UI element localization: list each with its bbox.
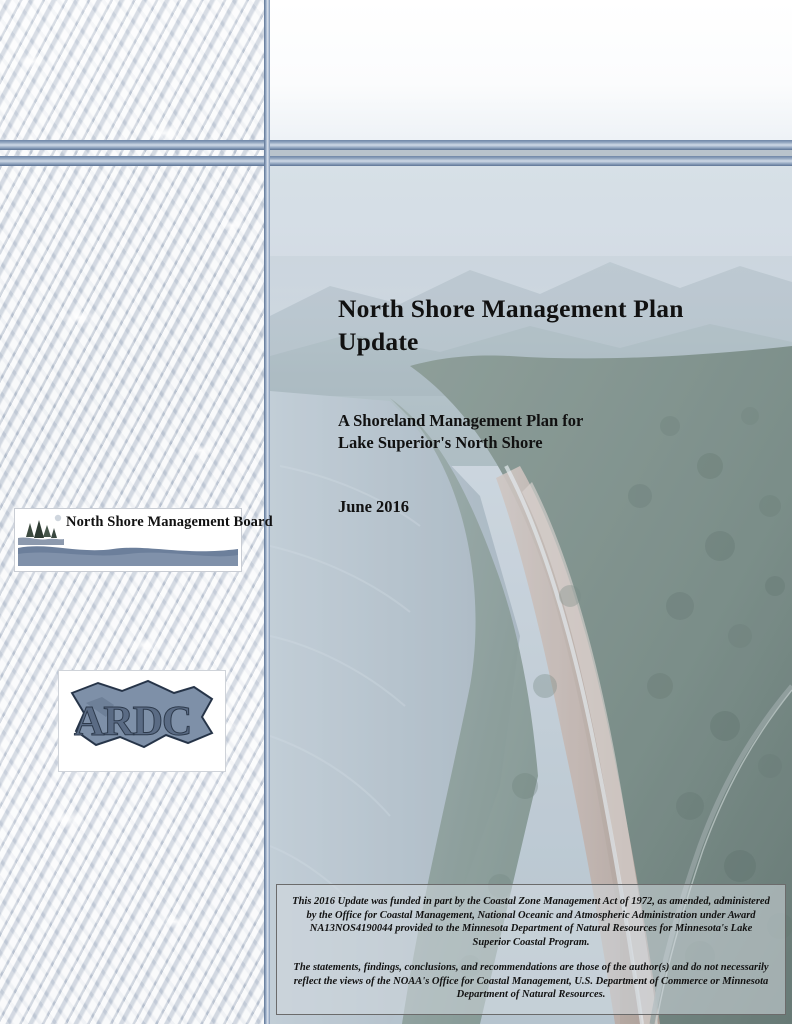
ardc-logo — [58, 670, 234, 780]
funding-notice-box — [276, 884, 786, 1015]
logo-wave-band — [18, 540, 238, 566]
header-band-lower — [0, 156, 792, 166]
ardc-logo-text: ARDC — [74, 699, 192, 745]
page-title: North Shore Management Plan Update — [338, 294, 684, 356]
north-shore-management-board-logo — [14, 508, 273, 580]
board-logo-text: North Shore Management Board — [66, 514, 273, 530]
funding-notice-paragraph-1: This 2016 Update was funded in part by the Coastal Zone Management Act of 1972, as amended, administered by the Office for Coastal Management, National Oceanic and Atmospheric Administration under Award NA13NOS4190044 provided to the Minnesota Department of Natural Resources for Minnesota's Lake Superior Coastal Program. — [292, 896, 770, 948]
photo-top-white-area — [270, 0, 792, 140]
subtitle-line-1: A Shoreland Management Plan for — [338, 411, 584, 430]
header-band-upper — [0, 140, 792, 150]
publication-date: June 2016 — [338, 497, 410, 516]
funding-notice-paragraph-2: The statements, findings, conclusions, and recommendations are those of the author(s) and do not necessarily reflect the views of the NOAA's Office for Coastal Management, U.S. Department of Commerce or Minnesota Department of Natural Resources. — [293, 962, 769, 1000]
subtitle-line-2: Lake Superior's North Shore — [338, 433, 543, 452]
title-block — [338, 292, 758, 516]
page-subtitle — [338, 410, 758, 454]
vertical-divider — [264, 0, 270, 1024]
